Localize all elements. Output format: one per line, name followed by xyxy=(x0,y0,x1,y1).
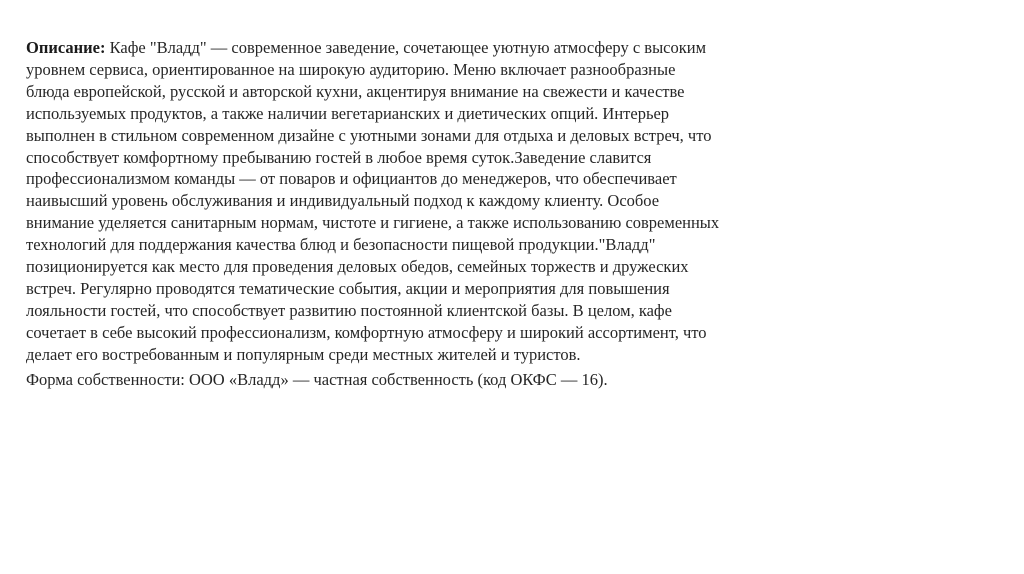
description-line-11: позиционируется как место для проведения деловых обедов, семейных торжеств и дружеских xyxy=(26,257,689,277)
description-paragraph xyxy=(26,37,796,366)
description-line-9: внимание уделяется санитарным нормам, чистоте и гигиене, а также использованию современных xyxy=(26,213,720,233)
description-line-2: уровнем сервиса, ориентированное на широкую аудиторию. Меню включает разнообразные xyxy=(26,59,676,79)
description-line-4: используемых продуктов, а также наличии вегетарианских и диетических опций. Интерьер xyxy=(26,103,670,123)
description-line-5: выполнен в стильном современном дизайне с уютными зонами для отдыха и деловых встреч, что xyxy=(26,125,712,145)
description-line-10: технологий для поддержания качества блюд и безопасности пищевой продукции."Владд" xyxy=(26,235,656,255)
description-line-15: делает его востребованным и популярным среди местных жителей и туристов. xyxy=(26,344,581,364)
ownership-paragraph: Форма собственности: ООО «Владд» — частная собственность (код ОКФС — 16). xyxy=(26,369,608,389)
description-line-7: профессионализмом команды — от поваров и официантов до менеджеров, что обеспечивает xyxy=(26,169,677,189)
description-line-3: блюда европейской, русской и авторской кухни, акцентируя внимание на свежести и качестве xyxy=(26,81,685,101)
description-line-8: наивысший уровень обслуживания и индивидуальный подход к каждому клиенту. Особое xyxy=(26,191,660,211)
description-line-14: сочетает в себе высокий профессионализм, комфортную атмосферу и широкий ассортимент, что xyxy=(26,322,707,342)
description-line-13: лояльности гостей, что способствует развитию постоянной клиентской базы. В целом, кафе xyxy=(26,300,672,320)
description-label: Описание: xyxy=(26,38,106,57)
description-line-12: встреч. Регулярно проводятся тематические события, акции и мероприятия для повышения xyxy=(26,278,670,298)
description-line-6: способствует комфортному пребыванию гостей в любое время суток.Заведение славится xyxy=(26,147,652,167)
description-line-1 xyxy=(26,37,796,59)
content-block xyxy=(26,37,796,391)
description-line-text: Кафе "Владд" — современное заведение, сочетающее уютную атмосферу с высоким xyxy=(105,38,707,57)
